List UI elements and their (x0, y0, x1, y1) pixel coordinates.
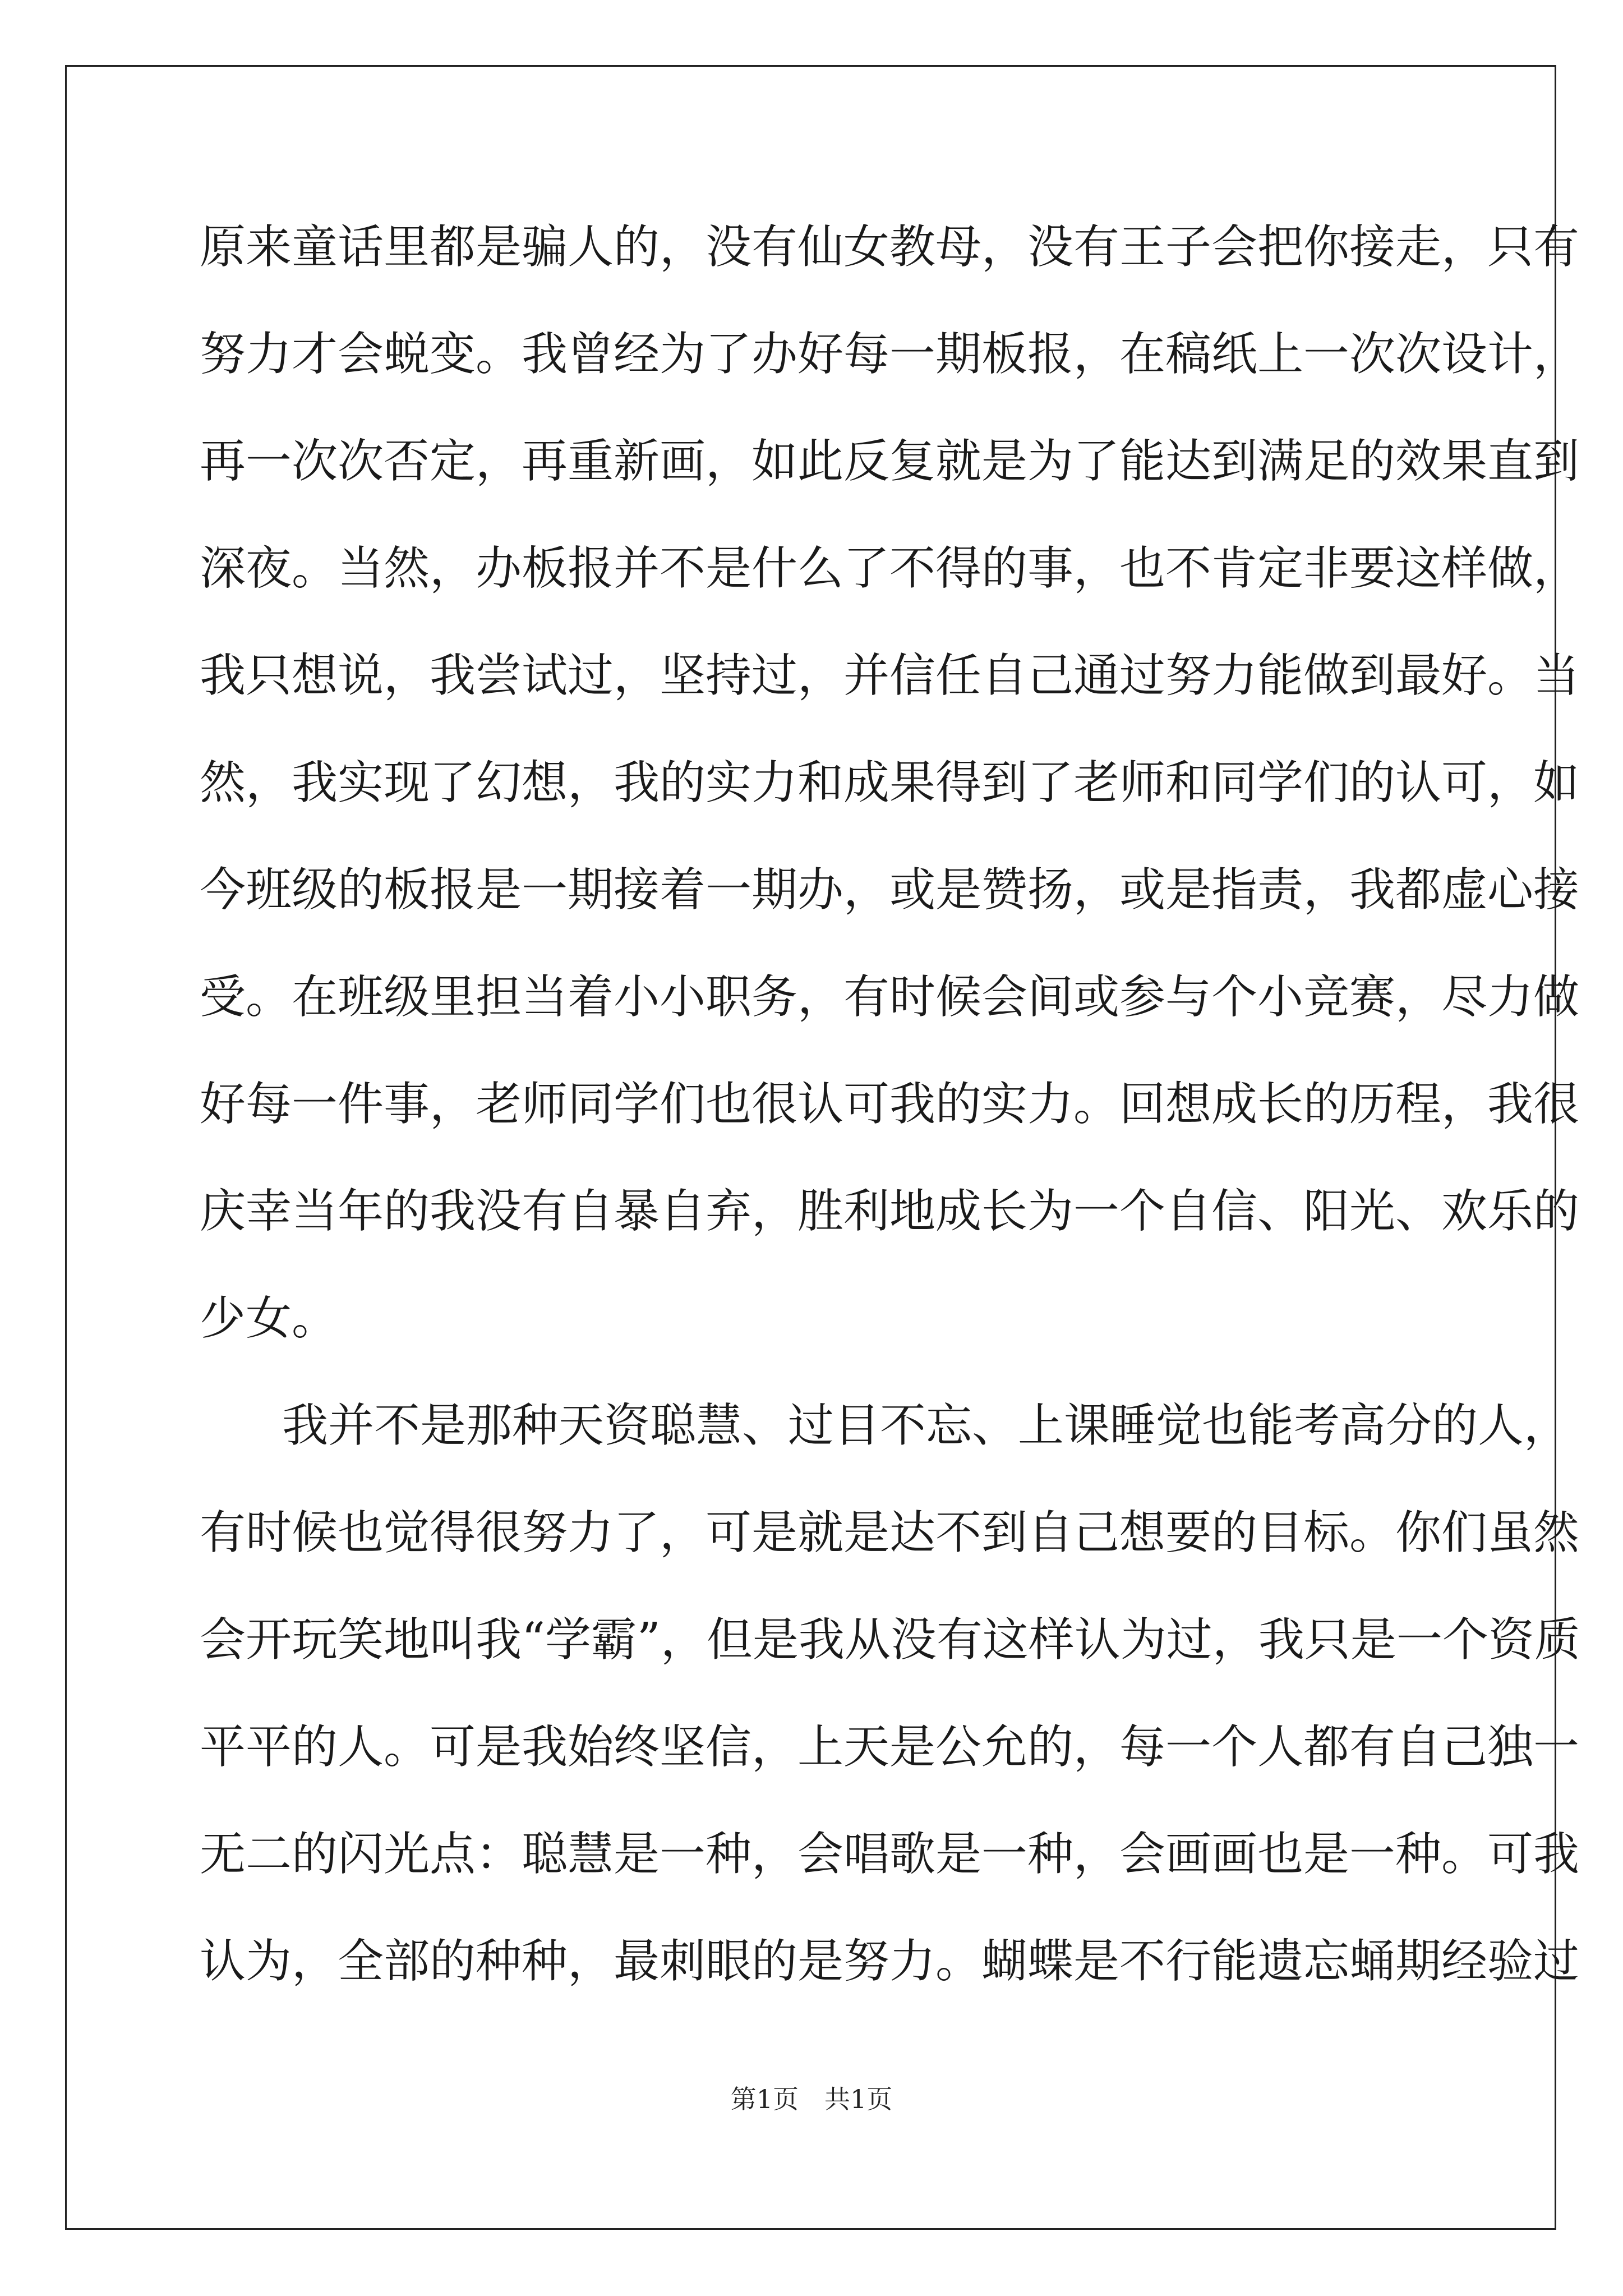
text-line: 庆幸当年的我没有自暴自弃，胜利地成长为一个自信、阳光、欢乐的 (200, 1185, 1580, 1238)
page-number: 第1页 (730, 2084, 799, 2114)
text-line: 认为，全部的种种，最刺眼的是努力。蝴蝶是不行能遗忘蛹期经验过 (200, 1935, 1580, 1988)
text-line: 平平的人。可是我始终坚信，上天是公允的，每一个人都有自己独一 (200, 1720, 1580, 1774)
text-line: 有时候也觉得很努力了，可是就是达不到自己想要的目标。你们虽然 (200, 1506, 1580, 1559)
text-line: 会开玩笑地叫我“学霸”，但是我从没有这样认为过，我只是一个资质 (200, 1613, 1580, 1667)
text-line: 原来童话里都是骗人的，没有仙女教母，没有王子会把你接走，只有 (200, 220, 1580, 274)
paragraph-1 (200, 220, 1580, 1403)
text-line: 再一次次否定，再重新画，如此反复就是为了能达到满足的效果直到 (200, 435, 1580, 488)
text-line: 深夜。当然，办板报并不是什么了不得的事，也不肯定非要这样做， (200, 542, 1580, 595)
text-line: 少女。 (200, 1292, 338, 1345)
text-line: 今班级的板报是一期接着一期办，或是赞扬，或是指责，我都虚心接 (200, 863, 1580, 917)
text-line: 受。在班级里担当着小小职务，有时候会间或参与个小竞赛，尽力做 (200, 970, 1580, 1024)
text-line: 好每一件事，老师同学们也很认可我的实力。回想成长的历程，我很 (200, 1078, 1580, 1131)
page-footer (0, 2085, 1623, 2113)
paragraph-2 (200, 1399, 1580, 2046)
page-total: 共1页 (824, 2084, 893, 2114)
text-line: 我并不是那种天资聪慧、过目不忘、上课睡觉也能考高分的人， (282, 1399, 1570, 1452)
document-body (200, 220, 1580, 2046)
text-line: 我只想说，我尝试过，坚持过，并信任自己通过努力能做到最好。当 (200, 649, 1580, 702)
text-line: 然，我实现了幻想，我的实力和成果得到了老师和同学们的认可，如 (200, 756, 1580, 809)
text-line: 努力才会蜕变。我曾经为了办好每一期板报，在稿纸上一次次设计， (200, 328, 1580, 381)
text-line: 无二的闪光点：聪慧是一种，会唱歌是一种，会画画也是一种。可我 (200, 1828, 1580, 1881)
